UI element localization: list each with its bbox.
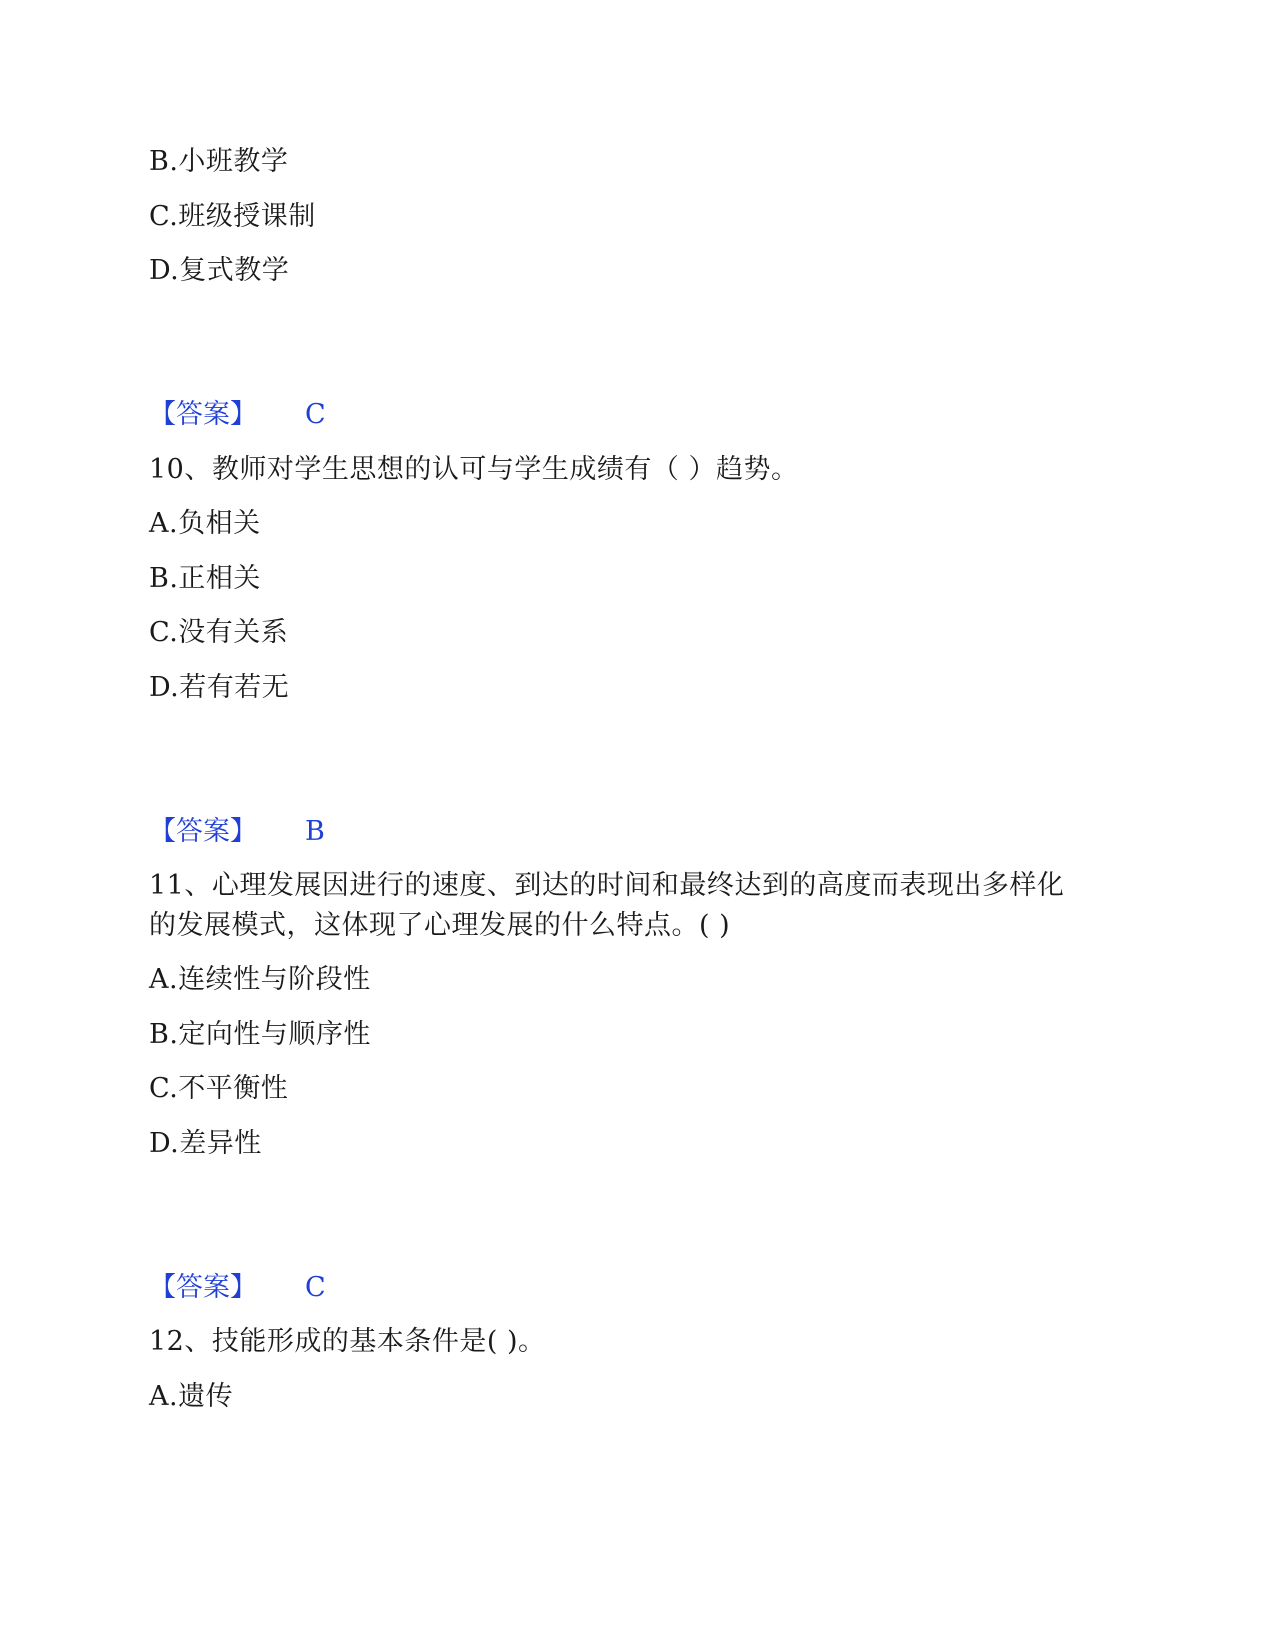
q10-option-d: D.若有若无 <box>149 672 290 703</box>
q11-stem-line-2: 的发展模式，这体现了心理发展的什么特点。( ) <box>149 910 731 941</box>
q11-option-b: B.定向性与顺序性 <box>149 1019 371 1050</box>
q11-option-c: C.不平衡性 <box>149 1073 289 1104</box>
q9-option-d: D.复式教学 <box>149 255 290 286</box>
q10-stem: 10、教师对学生思想的认可与学生成绩有（ ）趋势。 <box>149 454 799 485</box>
q10-option-b: B.正相关 <box>149 563 261 594</box>
q11-stem-line-1: 11、心理发展因进行的速度、到达的时间和最终达到的高度而表现出多样化 <box>149 870 1065 901</box>
q10-option-c: C.没有关系 <box>149 617 289 648</box>
q11-option-a: A.连续性与阶段性 <box>149 964 371 995</box>
q9-option-c: C.班级授课制 <box>149 201 316 232</box>
q9-option-b: B.小班教学 <box>149 146 289 177</box>
answer-value: B <box>305 816 325 847</box>
answer-label: 【答案】 <box>149 816 257 847</box>
answer-label: 【答案】 <box>149 1272 257 1303</box>
q9-answer <box>149 395 326 435</box>
q10-option-a: A.负相关 <box>149 508 261 539</box>
q12-option-a: A.遗传 <box>149 1381 234 1412</box>
answer-value: C <box>305 1272 326 1303</box>
answer-label: 【答案】 <box>149 399 257 430</box>
q11-answer <box>149 1268 326 1308</box>
q12-stem: 12、技能形成的基本条件是( )。 <box>149 1326 546 1357</box>
q11-option-d: D.差异性 <box>149 1128 262 1159</box>
answer-value: C <box>305 399 326 430</box>
q10-answer <box>149 812 325 852</box>
